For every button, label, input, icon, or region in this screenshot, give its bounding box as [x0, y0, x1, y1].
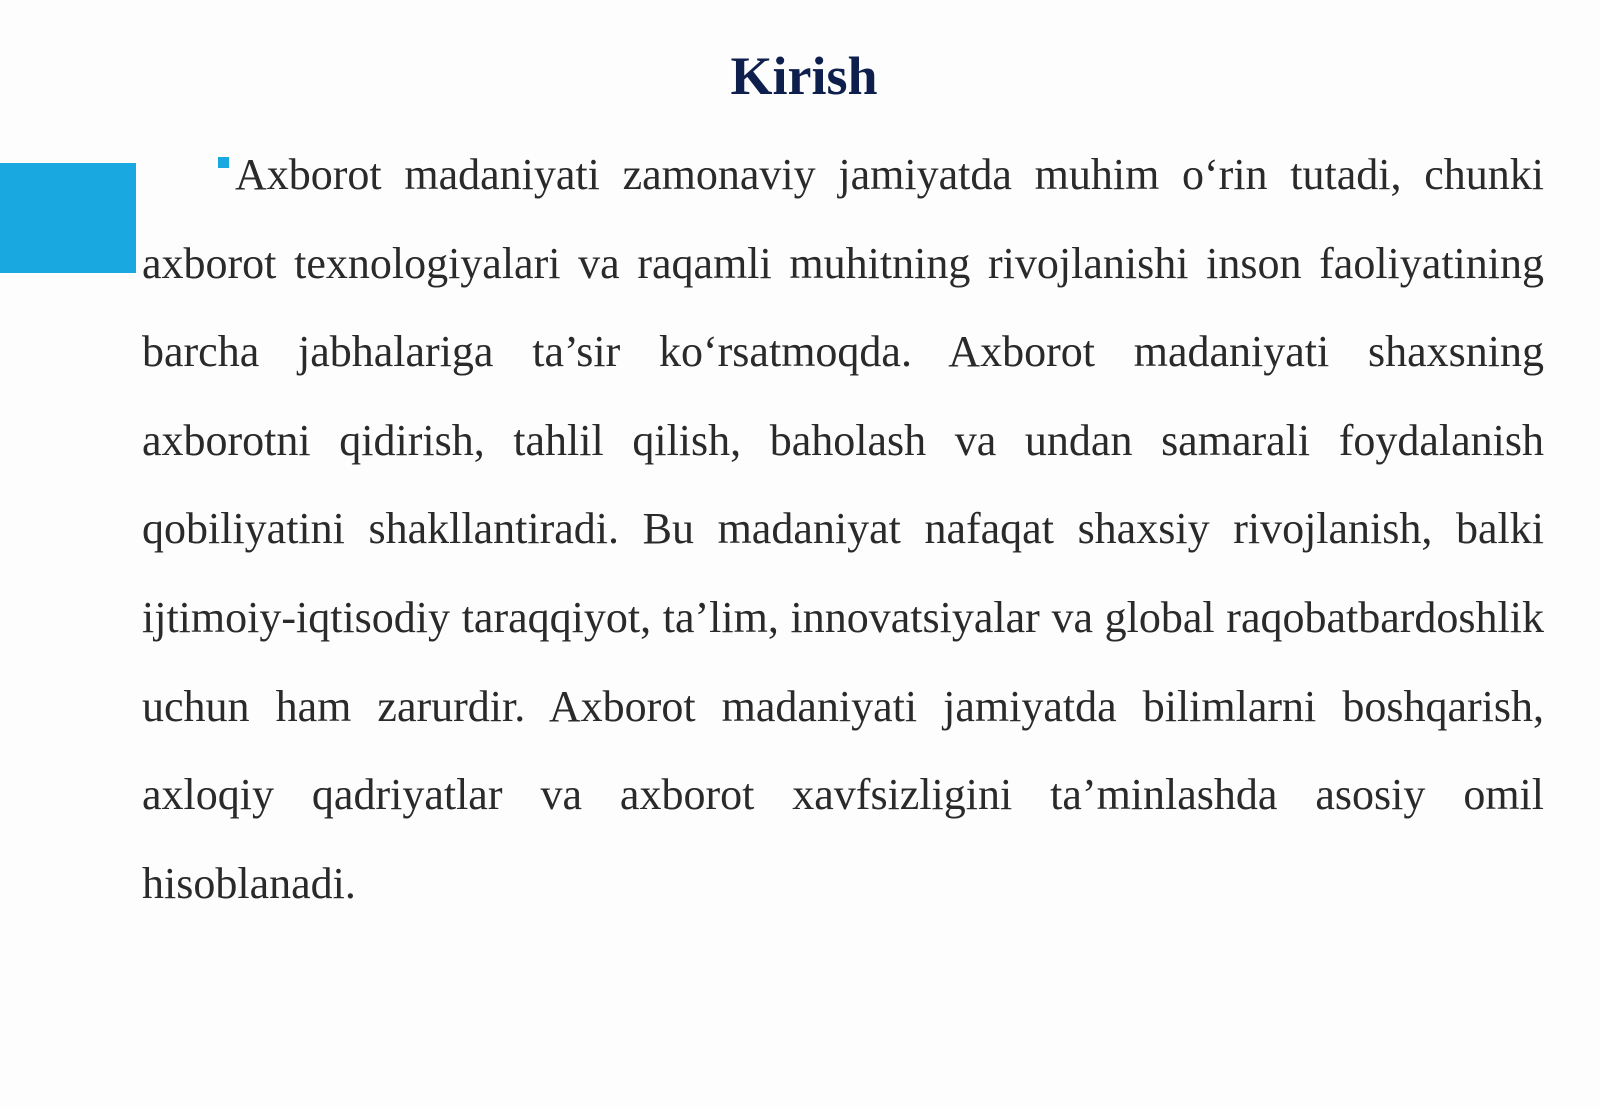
body-paragraph — [142, 131, 1544, 928]
square-bullet-icon — [218, 157, 229, 168]
accent-block — [0, 163, 136, 273]
body-paragraph-text: Axborot madaniyati zamonaviy jamiyatda muhim o‘rin tutadi, chunki axborot texnologiyalari va raqamli muhitning rivojlanishi inson faoliyatining barcha jabhalariga ta’sir ko‘rsatmoqda. Axborot madaniyati shaxsning axborotni qidirish, tahlil qilish, baholash va undan samarali foydalanish qobiliyatini shakllantiradi. Bu madaniyat nafaqat shaxsiy rivojlanish, balki ijtimoiy-iqtisodiy taraqqiyot, ta’lim, innovatsiyalar va global raqobatbardoshlik uchun ham zarurdir. Axborot madaniyati jamiyatda bilimlarni boshqarish, axloqiy qadriyatlar va axborot xavfsizligini ta’minlashda asosiy omil hisoblanadi. — [142, 150, 1544, 908]
slide-title: Kirish — [730, 46, 878, 106]
